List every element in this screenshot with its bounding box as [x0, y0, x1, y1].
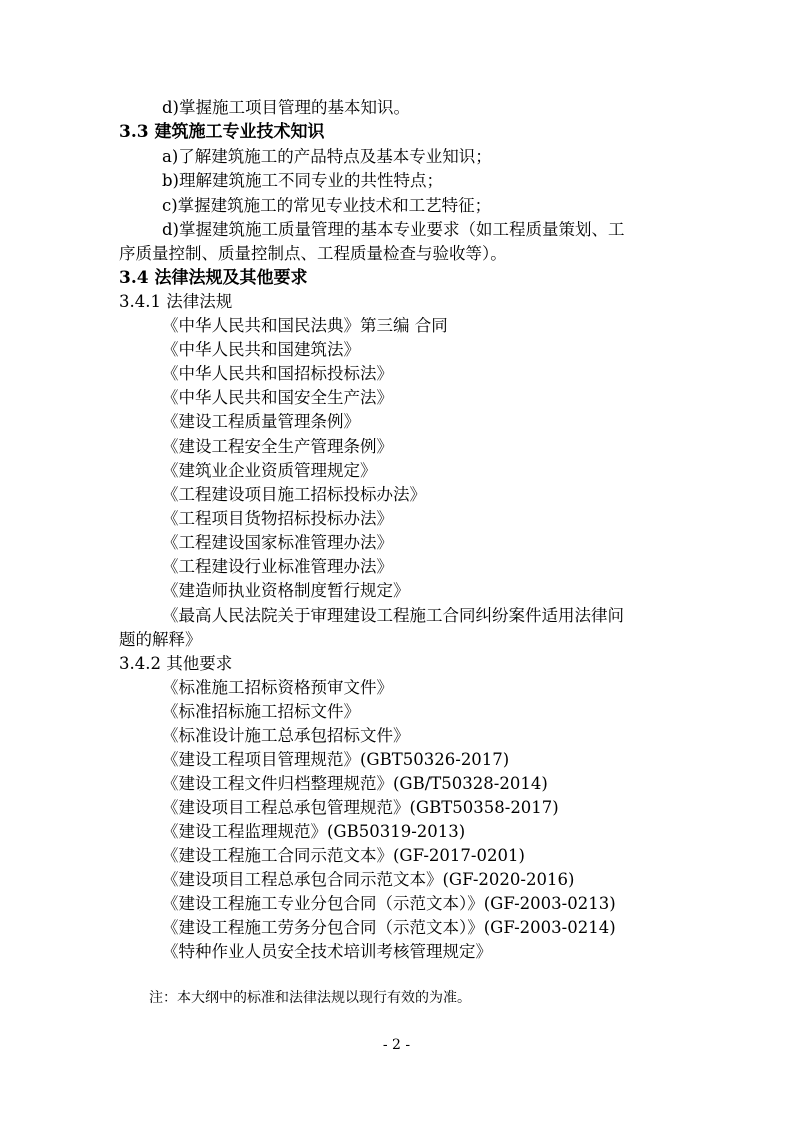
law-item: 《中华人民共和国建筑法》	[162, 340, 360, 359]
section-heading-3-4: 3.4 法律法规及其他要求	[119, 268, 308, 288]
other-requirement-item: 《建设工程施工合同示范文本》(GF-2017-0201)	[162, 846, 525, 865]
section-heading-3-3: 3.3 建筑施工专业技术知识	[119, 122, 325, 142]
law-item: 《最高人民法院关于审理建设工程施工合同纠纷案件适用法律问	[162, 606, 624, 625]
list-item-d-project-management: d)掌握施工项目管理的基本知识。	[162, 98, 410, 117]
other-requirement-item: 《建设项目工程总承包管理规范》(GBT50358-2017)	[162, 798, 559, 817]
other-requirement-item: 《建设工程文件归档整理规范》(GB/T50328-2014)	[162, 774, 548, 793]
page-number: - 2 -	[382, 1037, 411, 1053]
other-requirement-item: 《标准设计施工总承包招标文件》	[162, 726, 410, 745]
law-item: 《建设工程质量管理条例》	[162, 412, 360, 431]
footnote: 注：本大纲中的标准和法律法规以现行有效的为准。	[149, 990, 471, 1006]
law-item: 《工程建设国家标准管理办法》	[162, 533, 393, 552]
law-item-continuation: 题的解释》	[119, 630, 202, 649]
law-item: 《建筑业企业资质管理规定》	[162, 461, 377, 480]
law-item: 《工程项目货物招标投标办法》	[162, 509, 393, 528]
law-item: 《中华人民共和国民法典》第三编 合同	[162, 316, 448, 335]
other-requirement-item: 《建设工程监理规范》(GB50319-2013)	[162, 822, 466, 841]
list-item-d-continuation: 序质量控制、质量控制点、工程质量检查与验收等）。	[119, 244, 507, 263]
list-item-b: b)理解建筑施工不同专业的共性特点；	[162, 171, 443, 190]
law-item: 《建造师执业资格制度暂行规定》	[162, 581, 410, 600]
law-item: 《建设工程安全生产管理条例》	[162, 437, 393, 456]
subsection-heading-3-4-2: 3.4.2 其他要求	[119, 654, 233, 673]
subsection-heading-3-4-1: 3.4.1 法律法规	[119, 292, 233, 311]
law-item: 《中华人民共和国安全生产法》	[162, 388, 393, 407]
other-requirement-item: 《标准施工招标资格预审文件》	[162, 678, 393, 697]
other-requirement-item: 《建设工程施工劳务分包合同（示范文本）》(GF-2003-0214)	[162, 918, 616, 937]
list-item-d: d)掌握建筑施工质量管理的基本专业要求（如工程质量策划、工	[162, 220, 625, 239]
other-requirement-item: 《建设项目工程总承包合同示范文本》(GF-2020-2016)	[162, 870, 575, 889]
other-requirement-item: 《特种作业人员安全技术培训考核管理规定》	[162, 942, 492, 961]
law-item: 《中华人民共和国招标投标法》	[162, 364, 393, 383]
law-item: 《工程建设行业标准管理办法》	[162, 557, 393, 576]
law-item: 《工程建设项目施工招标投标办法》	[162, 485, 426, 504]
list-item-a: a)了解建筑施工的产品特点及基本专业知识；	[162, 147, 492, 166]
other-requirement-item: 《标准招标施工招标文件》	[162, 702, 360, 721]
other-requirement-item: 《建设工程施工专业分包合同（示范文本）》(GF-2003-0213)	[162, 894, 616, 913]
list-item-c: c)掌握建筑施工的常见专业技术和工艺特征；	[162, 196, 492, 215]
other-requirement-item: 《建设工程项目管理规范》(GBT50326-2017)	[162, 750, 510, 769]
